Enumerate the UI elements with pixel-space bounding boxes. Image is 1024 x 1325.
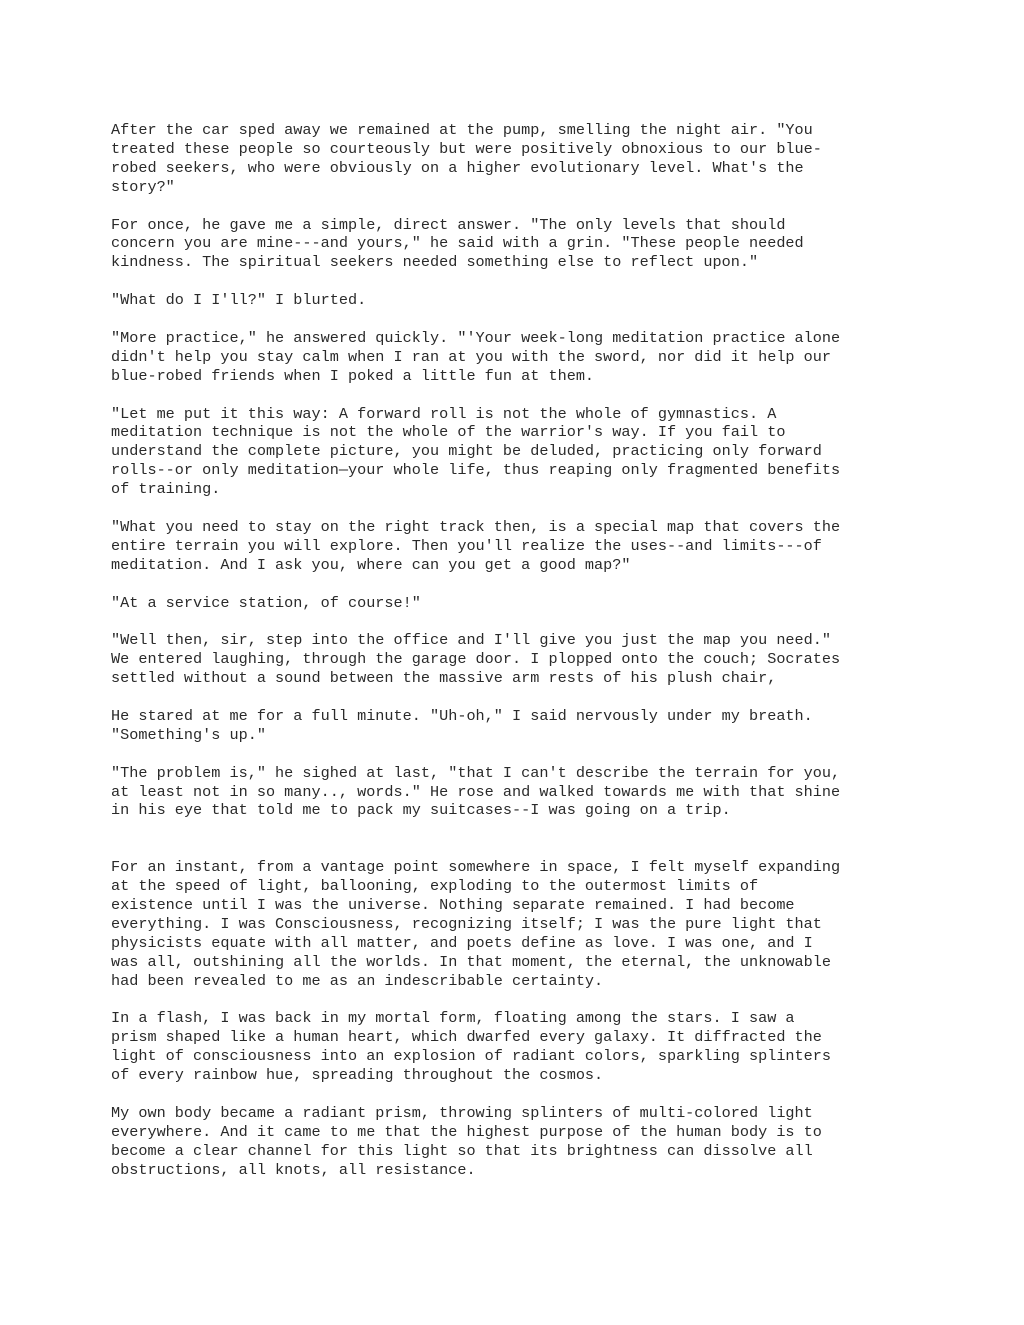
paragraph-spacer bbox=[111, 575, 931, 594]
paragraph-spacer bbox=[111, 499, 931, 518]
paragraph: He stared at me for a full minute. "Uh-oh," I said nervously under my breath. "Something's up." bbox=[111, 706, 813, 744]
paragraph: "What do I I'll?" I blurted. bbox=[111, 291, 367, 310]
paragraph-spacer bbox=[111, 612, 931, 631]
paragraph-spacer bbox=[111, 991, 931, 1010]
paragraph-spacer bbox=[111, 197, 931, 216]
paragraph: "More practice," he answered quickly. "'Your week-long meditation practice alone didn't help you stay calm when I ran at you with the sword, nor did it help our blue-robed friends when I poked a little fun at them. bbox=[111, 328, 841, 385]
paragraph: For once, he gave me a simple, direct answer. "The only levels that should concern you are mine---and yours," he said with a grin. "These people needed kindness. The spiritual seekers needed something else to reflect upon." bbox=[111, 215, 804, 272]
paragraph: "What you need to stay on the right track then, is a special map that covers the entire terrain you will explore. Then you'll realize the uses--and limits---of meditation. And I ask you, where can you get a good map?" bbox=[111, 517, 841, 574]
paragraph: "Well then, sir, step into the office and I'll give you just the map you need." We entered laughing, through the garage door. I plopped onto the couch; Socrates settled without a sound between the massive arm rests of his plush chair, bbox=[111, 631, 841, 688]
paragraph: In a flash, I was back in my mortal form, floating among the stars. I saw a prism shaped like a human heart, which dwarfed every galaxy. It diffracted the light of consciousness into an explosion of radiant colors, sparkling splinters of every rainbow hue, spreading throughout the cosmos. bbox=[111, 1009, 832, 1085]
paragraph-spacer bbox=[111, 745, 931, 764]
paragraph-spacer bbox=[111, 1085, 931, 1104]
paragraph: "At a service station, of course!" bbox=[111, 593, 421, 612]
section-spacer bbox=[111, 820, 931, 858]
paragraph: My own body became a radiant prism, throwing splinters of multi-colored light everywhere. And it came to me that the highest purpose of the human body is to become a clear channel for this light so that its brightness can dissolve all obstructions, all knots, all resistance. bbox=[111, 1103, 822, 1179]
paragraph: "Let me put it this way: A forward roll is not the whole of gymnastics. A meditation technique is not the whole of the warrior's way. If you fail to understand the complete picture, you might be deluded, practicing only forward rolls--or only meditation—your whole life, thus reaping only fragmented benefits of training. bbox=[111, 404, 841, 499]
paragraph: For an instant, from a vantage point somewhere in space, I felt myself expanding at the speed of light, ballooning, exploding to the outermost limits of existence until I was the universe. Nothing separate remained. I had become everything. I was Consciousness, recognizing itself; I was the pure light that physicists equate with all matter, and poets define as love. I was one, and I was all, outshining all the worlds. In that moment, the eternal, the unknowable had been revealed to me as an indescribable certainty. bbox=[111, 858, 841, 990]
paragraph-spacer bbox=[111, 310, 931, 329]
paragraph: After the car sped away we remained at the pump, smelling the night air. "You treated these people so courteously but were positively obnoxious to our blue- robed seekers, who were obviously on a higher evolutionary level. What's the story?" bbox=[111, 121, 822, 196]
paragraph-spacer bbox=[111, 386, 931, 405]
paragraph-spacer bbox=[111, 272, 931, 291]
paragraph-spacer bbox=[111, 688, 931, 707]
document-body bbox=[111, 121, 931, 1180]
paragraph: "The problem is," he sighed at last, "that I can't describe the terrain for you, at least not in so many.., words." He rose and walked towards me with that shine in his eye that told me to pack my suitcases--I was going on a trip. bbox=[111, 763, 841, 820]
